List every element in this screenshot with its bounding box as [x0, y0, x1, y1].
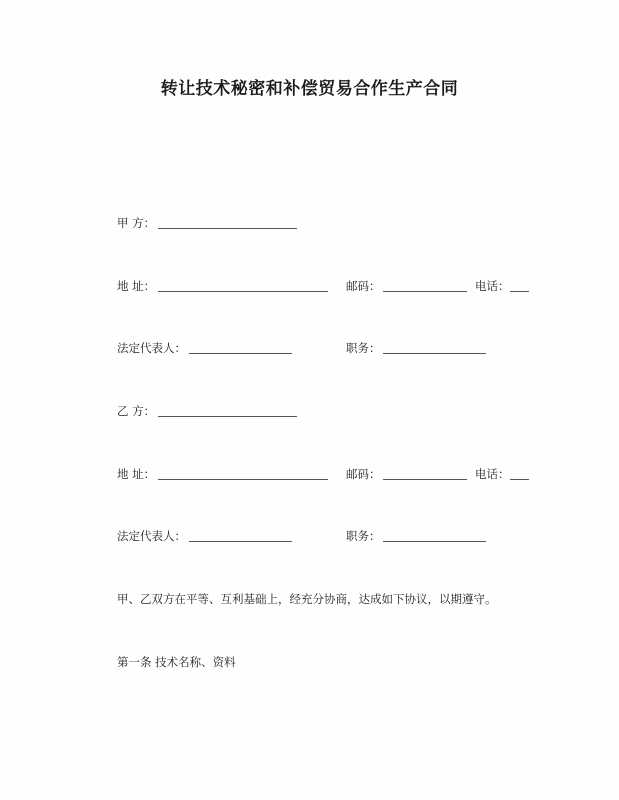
party-a-address-field[interactable]: [158, 291, 328, 292]
article-1-heading: 第一条 技术名称、资料: [117, 655, 236, 669]
party-a-position-field[interactable]: [383, 353, 486, 354]
party-b-postal-label: 邮码：: [346, 467, 381, 481]
preamble-paragraph: 甲、乙双方在平等、互利基础上，经充分协商，达成如下协议，以期遵守。: [117, 592, 497, 606]
party-b-phone-label: 电话：: [475, 467, 510, 481]
party-a-legal-rep-label: 法定代表人：: [117, 341, 186, 355]
party-a-legal-rep-row: [0, 339, 619, 357]
party-a-position-label: 职务：: [346, 341, 381, 355]
party-b-position-label: 职务：: [346, 529, 381, 543]
party-b-position-field[interactable]: [383, 541, 486, 542]
party-b-name-field[interactable]: [158, 416, 297, 417]
party-b-address-row: [0, 465, 619, 483]
party-b-address-field[interactable]: [158, 479, 328, 480]
party-b-legal-rep-label: 法定代表人：: [117, 529, 186, 543]
party-b-name-row: [0, 402, 619, 420]
party-a-postal-field[interactable]: [383, 291, 467, 292]
party-a-address-label: 地 址：: [117, 279, 156, 293]
document-title: 转让技术秘密和补偿贸易合作生产合同: [160, 79, 459, 99]
party-a-phone-label: 电话：: [475, 279, 510, 293]
party-a-legal-rep-field[interactable]: [189, 353, 292, 354]
party-b-legal-rep-field[interactable]: [189, 541, 292, 542]
party-a-phone-field[interactable]: [510, 291, 529, 292]
party-b-legal-rep-row: [0, 527, 619, 545]
party-a-name-field[interactable]: [158, 228, 297, 229]
party-a-postal-label: 邮码：: [346, 279, 381, 293]
party-b-phone-field[interactable]: [510, 479, 529, 480]
party-a-address-row: [0, 277, 619, 295]
party-a-name-label: 甲 方：: [117, 216, 156, 230]
party-a-name-row: [0, 214, 619, 232]
party-b-postal-field[interactable]: [383, 479, 467, 480]
party-b-address-label: 地 址：: [117, 467, 156, 481]
party-b-name-label: 乙 方：: [117, 404, 156, 418]
